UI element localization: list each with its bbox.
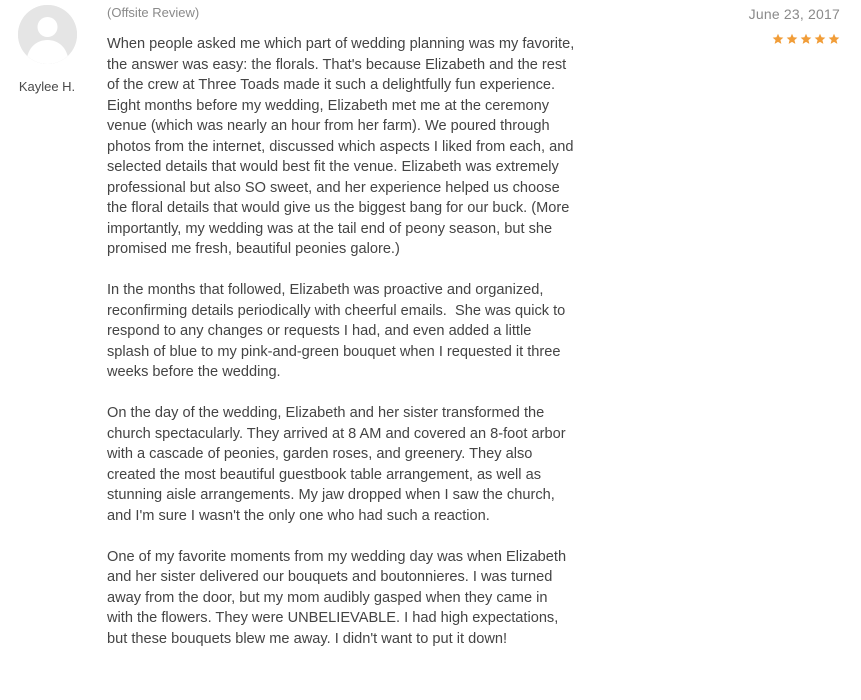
- avatar: [18, 5, 77, 64]
- star-icon: [814, 33, 826, 45]
- review-paragraph: When people asked me which part of wedding planning was my favorite, the answer was easy: the florals. That's because Elizabeth and the rest of the crew at Three Toads made it such a delightfully fun experience. Eight months before my wedding, Elizabeth met me at the ceremony venue (which was nearly an hour from her farm). We poured through photos from the internet, discussed which aspects I liked from each, and selected details that would best fit the venue. Elizabeth was extremely professional but also SO sweet, and her experience helped us choose the floral details that would give us the biggest bang for our buck. (More importantly, my wedding was at the tail end of peony season, but she promised me fresh, beautiful peonies galore.): [107, 36, 579, 257]
- star-rating: [772, 33, 840, 45]
- review-paragraph: One of my favorite moments from my wedding day was when Elizabeth and her sister delivered our bouquets and boutonnieres. I was turned away from the door, but my mom audibly gasped when they came in with the flowers. They were UNBELIEVABLE. I had high expectations, but these bouquets blew me away. I didn't want to put it down!: [107, 548, 571, 647]
- review-paragraph: In the months that followed, Elizabeth was proactive and organized, reconfirming details periodically with cheerful emails. She was quick to respond to any changes or requests I had, and even added a little splash of blue to my pink-and-green bouquet when I requested it three weeks before the wedding.: [107, 282, 570, 380]
- star-icon: [800, 33, 812, 45]
- star-icon: [786, 33, 798, 45]
- star-icon: [772, 33, 784, 45]
- review-body: [107, 34, 577, 670]
- review-date: June 23, 2017: [748, 6, 840, 22]
- reviewer-name: Kaylee H.: [18, 79, 76, 94]
- star-icon: [828, 33, 840, 45]
- review-paragraph: On the day of the wedding, Elizabeth and her sister transformed the church spectacularly. They arrived at 8 AM and covered an 8-foot arbor with a cascade of peonies, garden roses, and greenery. They also created the most beautiful guestbook table arrangement, as well as stunning aisle arrangements. My jaw dropped when I saw the church, and I'm sure I wasn't the only one who had such a reaction.: [107, 405, 570, 524]
- user-silhouette-icon: [18, 5, 77, 64]
- review-source-label: (Offsite Review): [107, 5, 200, 20]
